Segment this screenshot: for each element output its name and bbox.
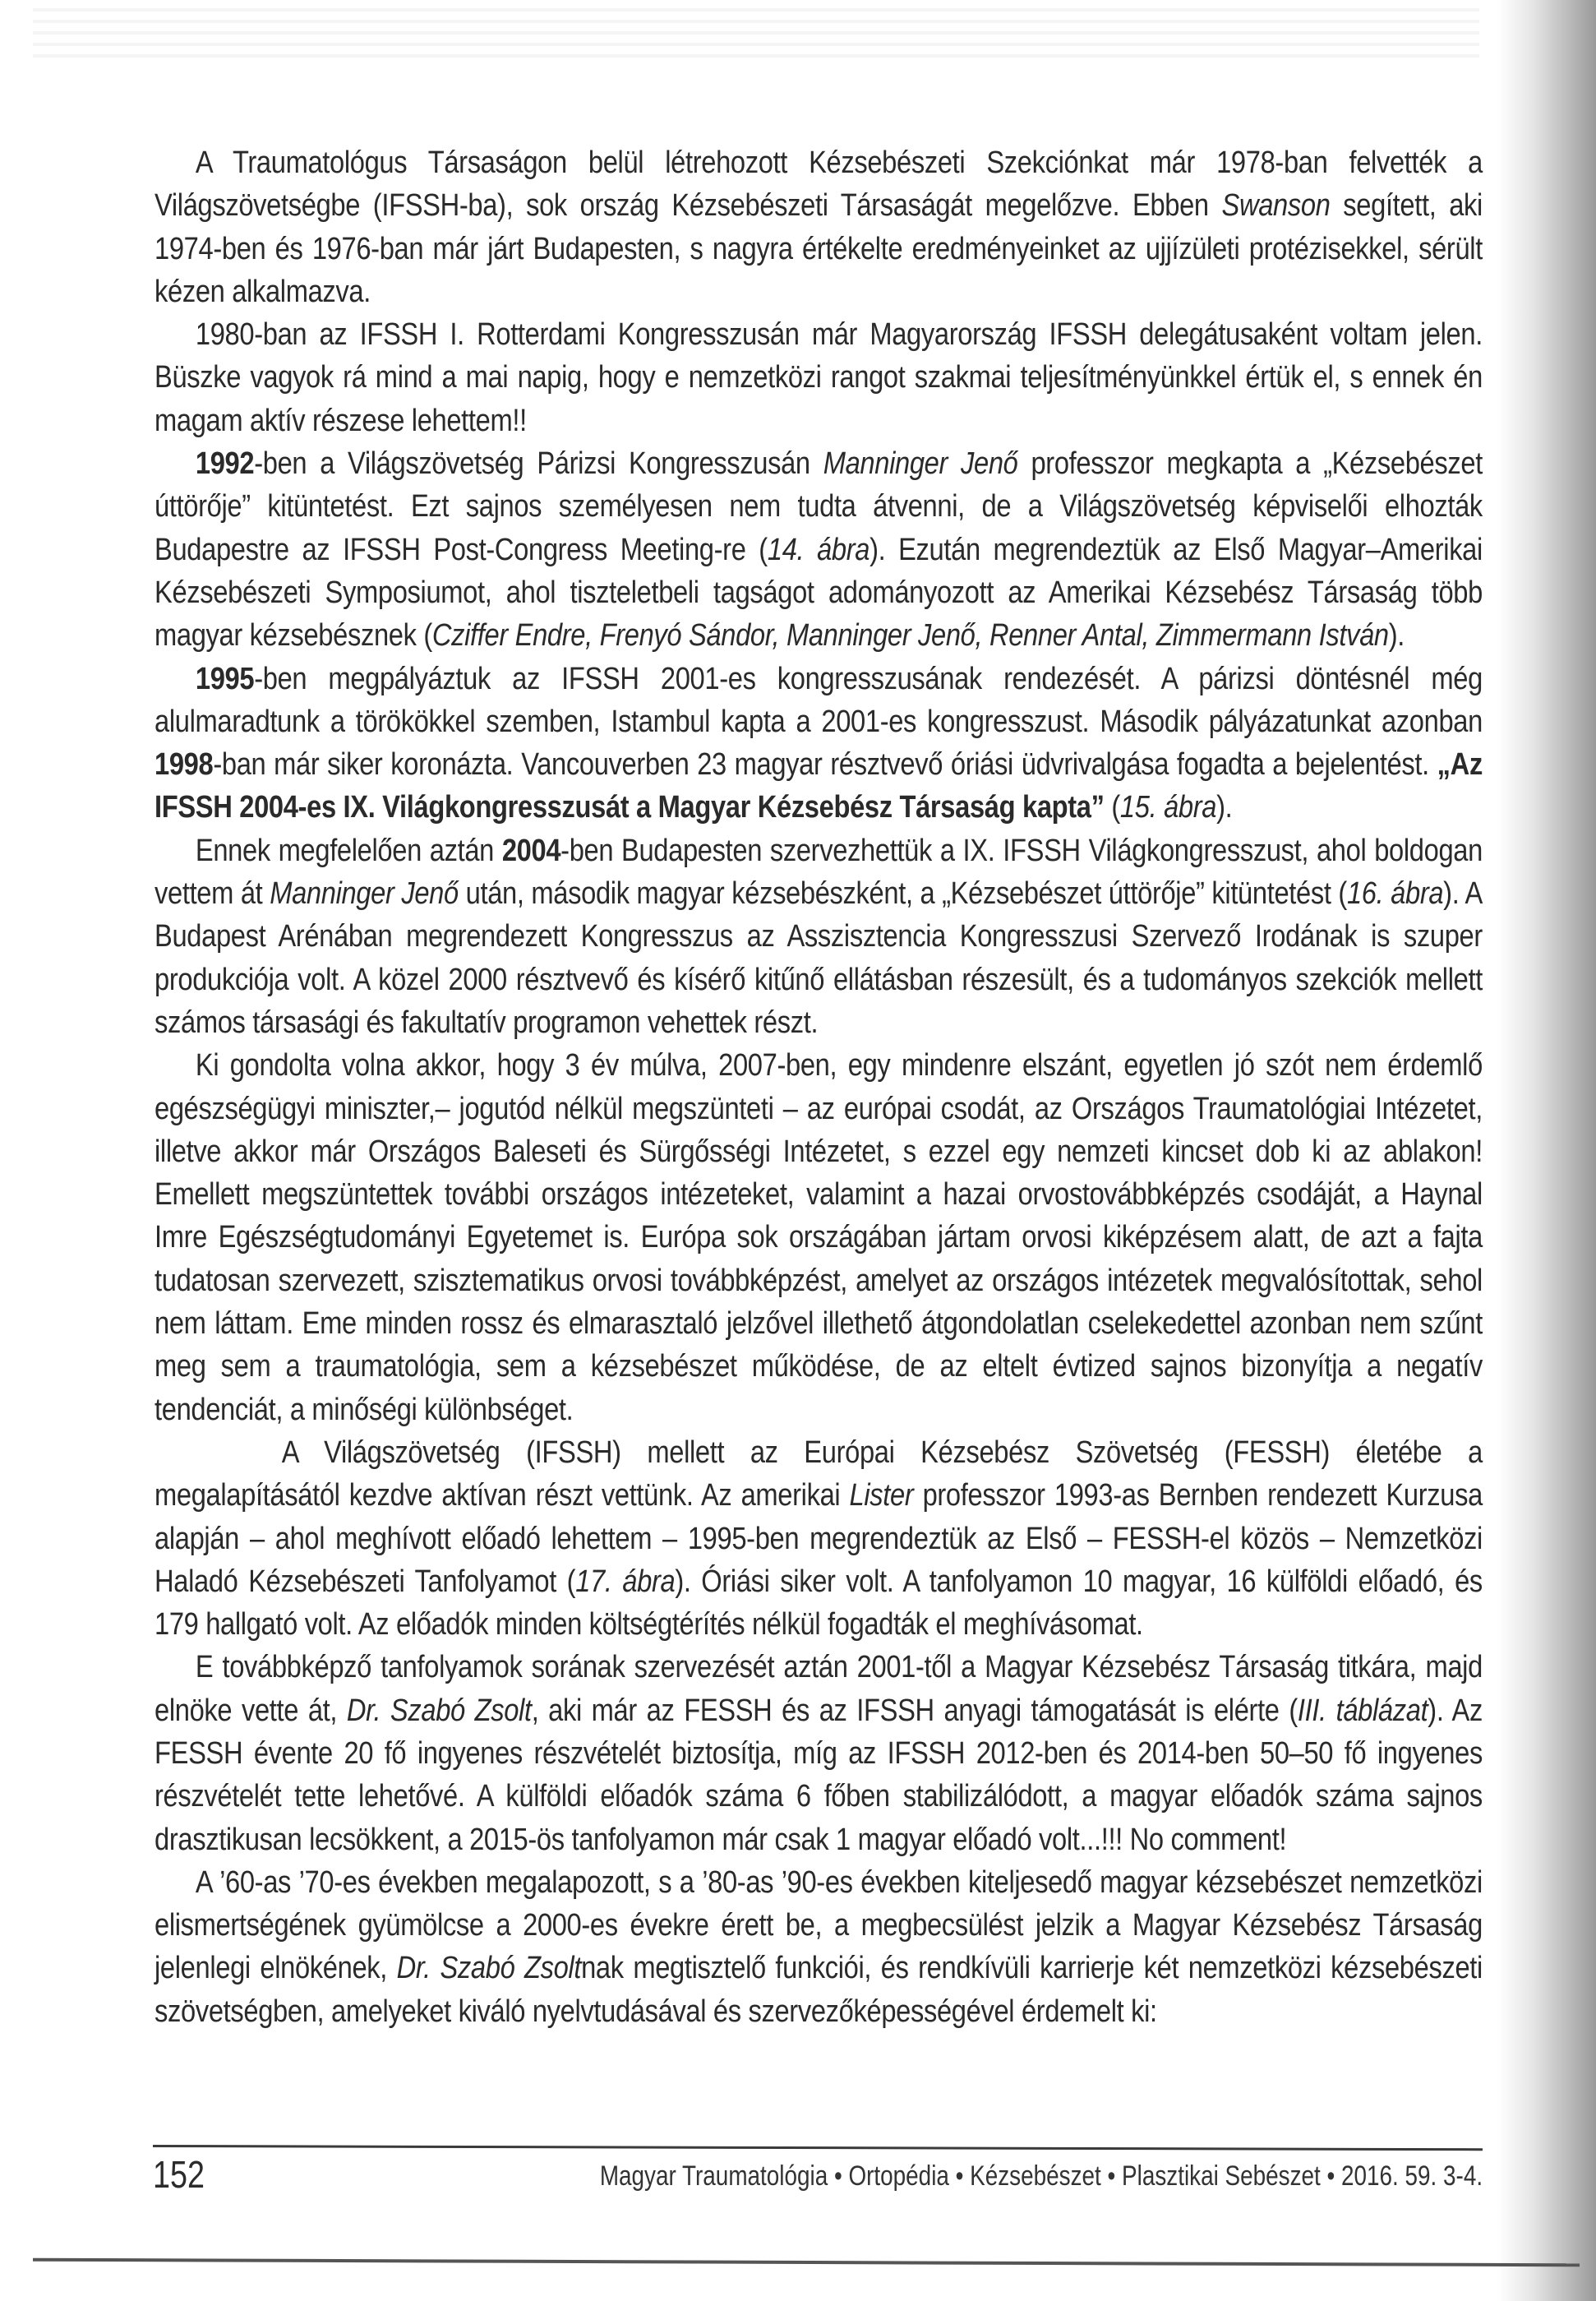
text-run: professzor 1993-as Bernben rendezett Kurzusa alapján – ahol meghívott előadó lehettem – 1995-ben megrendeztük az Első – FESSH-el közös – Nemzetközi Haladó Kézsebészeti Tanfolyamot ( (155, 1478, 1483, 1599)
page-number: 152 (153, 2153, 205, 2196)
italic-text: Swanson (1221, 188, 1331, 224)
text-run: ). Óriási siker volt. A tanfolyamon 10 magyar, 16 külföldi előadó, és 179 hallgató volt. Az előadók minden költségtérítés nélkül fogadták el meghívásomat. (155, 1564, 1483, 1643)
text-run: 1980-ban az IFSSH I. Rotterdami Kongresszusán már Magyarország IFSSH delegátusaként voltam jelen. Büszke vagyok rá mind a mai napig, hogy e nemzetközi rangot szakmai teljesítményünkkel értük el, s ennek én magam aktív részese lehettem!! (155, 317, 1483, 438)
italic-text: Dr. Szabó Zsolt (346, 1693, 532, 1728)
bold-text: 1998 (155, 747, 214, 783)
paragraph (155, 658, 1483, 829)
bold-text: 2004 (501, 833, 561, 868)
paragraph (155, 1646, 1483, 1860)
scan-page-edge (33, 2258, 1580, 2267)
italic-text: Manninger Jenő (270, 876, 459, 912)
footer-divider (153, 2145, 1483, 2151)
paragraph (155, 313, 1483, 442)
bold-text: „Az IFSSH 2004-es IX. Világkongresszusát a Magyar Kézsebész Társaság kapta” (155, 747, 1483, 825)
bold-text: 1995 (195, 661, 255, 696)
journal-citation: Magyar Traumatológia • Ortopédia • Kézsebészet • Plasztikai Sebészet • 2016. 59. 3-4. (599, 2160, 1483, 2192)
text-run: segített, aki 1974-ben és 1976-ban már járt Budapesten, s nagyra értékelte eredményeinket az ujjízületi protézisekkel, sérült kézen alkalmazva. (155, 188, 1483, 309)
text-run: ). A Budapest Arénában megrendezett Kongresszus az Asszisztencia Kongresszusi Szervező Irodának is szuper produkciója volt. A közel 2000 résztvevő és kísérő kitűnő ellátásban részesült, és a tudományos szekciók mellett számos társasági és fakultatív programon vehettek részt. (155, 876, 1483, 1040)
text-run: ( (1104, 790, 1120, 825)
text-run: -ban már siker koronázta. Vancouverben 23 magyar résztvevő óriási üdvrivalgása fogadta a bejelentést. (213, 747, 1437, 783)
italic-text: Lister (849, 1478, 914, 1513)
text-run: professzor megkapta a „Kézsebészet úttörője” kitüntetést. Ezt sajnos személyesen nem tudta átvenni, de a Világszövetség képviselői elhozták Budapestre az IFSSH Post-Congress Meeting-re ( (155, 446, 1483, 567)
text-run: , aki már az FESSH és az IFSSH anyagi támogatását is elérte ( (531, 1693, 1298, 1728)
italic-text: Cziffer Endre, Frenyó Sándor, Manninger Jenő, Renner Antal, Zimmermann István (431, 618, 1389, 654)
scan-show-through (33, 8, 1479, 58)
text-run: A ’60-as ’70-es években megalapozott, s a ’80-as ’90-es években kiteljesedő magyar kézsebészet nemzetközi elismertségének gyümölcse a 2000-es évekre érett be, a megbecsülést jelzik a Magyar Kézsebész Társaság jelenlegi elnökének, (155, 1864, 1483, 1986)
italic-text: Manninger Jenő (823, 446, 1018, 482)
text-run: -ben Budapesten szervezhettük a IX. IFSSH Világkongresszust, ahol boldogan vettem át (155, 833, 1483, 912)
paragraph (155, 829, 1483, 1044)
text-run: A Traumatológus Társaságon belül létrehozott Kézsebészeti Szekciónkat már 1978-ban felvették a Világszövetségbe (IFSSH-ba), sok ország Kézsebészeti Társaságát megelőzve. Ebben (155, 146, 1483, 224)
text-run: ). Az FESSH évente 20 fő ingyenes részvételét biztosítja, míg az IFSSH 2012-ben és 2014-ben 50–50 fő ingyenes részvételét tette lehetővé. A külföldi előadók száma 6 főben stabilizálódott, a magyar előadók száma sajnos drasztikusan lecsökkent, a 2015-ös tanfolyamon már csak 1 magyar előadó volt...!!! No comment! (155, 1693, 1483, 1857)
text-run: -ben megpályáztuk az IFSSH 2001-es kongresszusának rendezését. A párizsi döntésnél még alulmaradtunk a törökökkel szemben, Istambul kapta a 2001-es kongresszust. Második pályázatunkat azonban (155, 661, 1483, 739)
italic-text: III. táblázat (1297, 1693, 1428, 1728)
paragraph (155, 1044, 1483, 1431)
text-run: E továbbképző tanfolyamok sorának szervezését aztán 2001-től a Magyar Kézsebész Társaság titkára, majd elnöke vette át, (155, 1650, 1483, 1728)
bold-text: 1992 (195, 446, 255, 482)
text-run: ). (1216, 790, 1233, 825)
paragraph (155, 1431, 1483, 1646)
text-run: ). Ezután megrendeztük az Első Magyar–Amerikai Kézsebészeti Symposiumot, ahol tiszteletbeli tagságot adományozott az Amerikai Kézsebész Társaság több magyar kézsebésznek ( (155, 532, 1483, 654)
paragraph (155, 1861, 1483, 2033)
scan-binding-shadow (1497, 0, 1596, 2301)
italic-text: 17. ábra (575, 1564, 676, 1599)
text-run: -ben a Világszövetség Párizsi Kongresszusán (254, 446, 823, 482)
italic-text: Dr. Szabó Zsolt (396, 1951, 582, 1986)
paragraph (155, 442, 1483, 657)
paragraph (155, 141, 1483, 313)
text-run: után, második magyar kézsebészként, a „Kézsebészet úttörője” kitüntetést ( (458, 876, 1347, 912)
text-run: Ennek megfelelően aztán (195, 833, 502, 868)
text-run: ). (1388, 618, 1405, 654)
text-run: A Világszövetség (IFSSH) mellett az Európai Kézsebész Szövetség (FESSH) életébe a megalapításától kezdve aktívan részt vettünk. Az amerikai (155, 1435, 1483, 1513)
article-body (155, 141, 1483, 2033)
text-run: Ki gondolta volna akkor, hogy 3 év múlva, 2007-ben, egy mindenre elszánt, egyetlen jó szót nem érdemlő egészségügyi miniszter,– jogutód nélkül megszünteti – az európai csodát, az Országos Traumatológiai Intézetet, illetve akkor már Országos Baleseti és Sürgősségi Intézetet, s ezzel egy nemzeti kincset dob ki az ablakon! Emellett megszüntettek további országos intézeteket, valamint a hazai orvostovábbképzés csodáját, a Haynal Imre Egészségtudományi Egyetemet is. Európa sok országában jártam orvosi kiképzésem alatt, de azt a fajta tudatosan szervezett, szisztematikus orvosi továbbképzést, amelyet az országos intézetek megvalósítottak, sehol nem láttam. Eme minden rossz és elmarasztaló jelzővel illethető átgondolatlan cselekedettel azonban nem szűnt meg sem a traumatológia, sem a kézsebészet működése, de az eltelt évtized sajnos bizonyítja a negatív tendenciát, a minőségi különbséget. (155, 1048, 1483, 1427)
italic-text: 14. ábra (767, 532, 870, 567)
text-run: nak megtisztelő funkciói, és rendkívüli karrierje két nemzetközi kézsebészeti szövetségben, amelyeket kiváló nyelvtudásával és szervezőképességével érdemelt ki: (155, 1951, 1483, 2029)
italic-text: 15. ábra (1119, 790, 1217, 825)
italic-text: 16. ábra (1346, 876, 1444, 912)
